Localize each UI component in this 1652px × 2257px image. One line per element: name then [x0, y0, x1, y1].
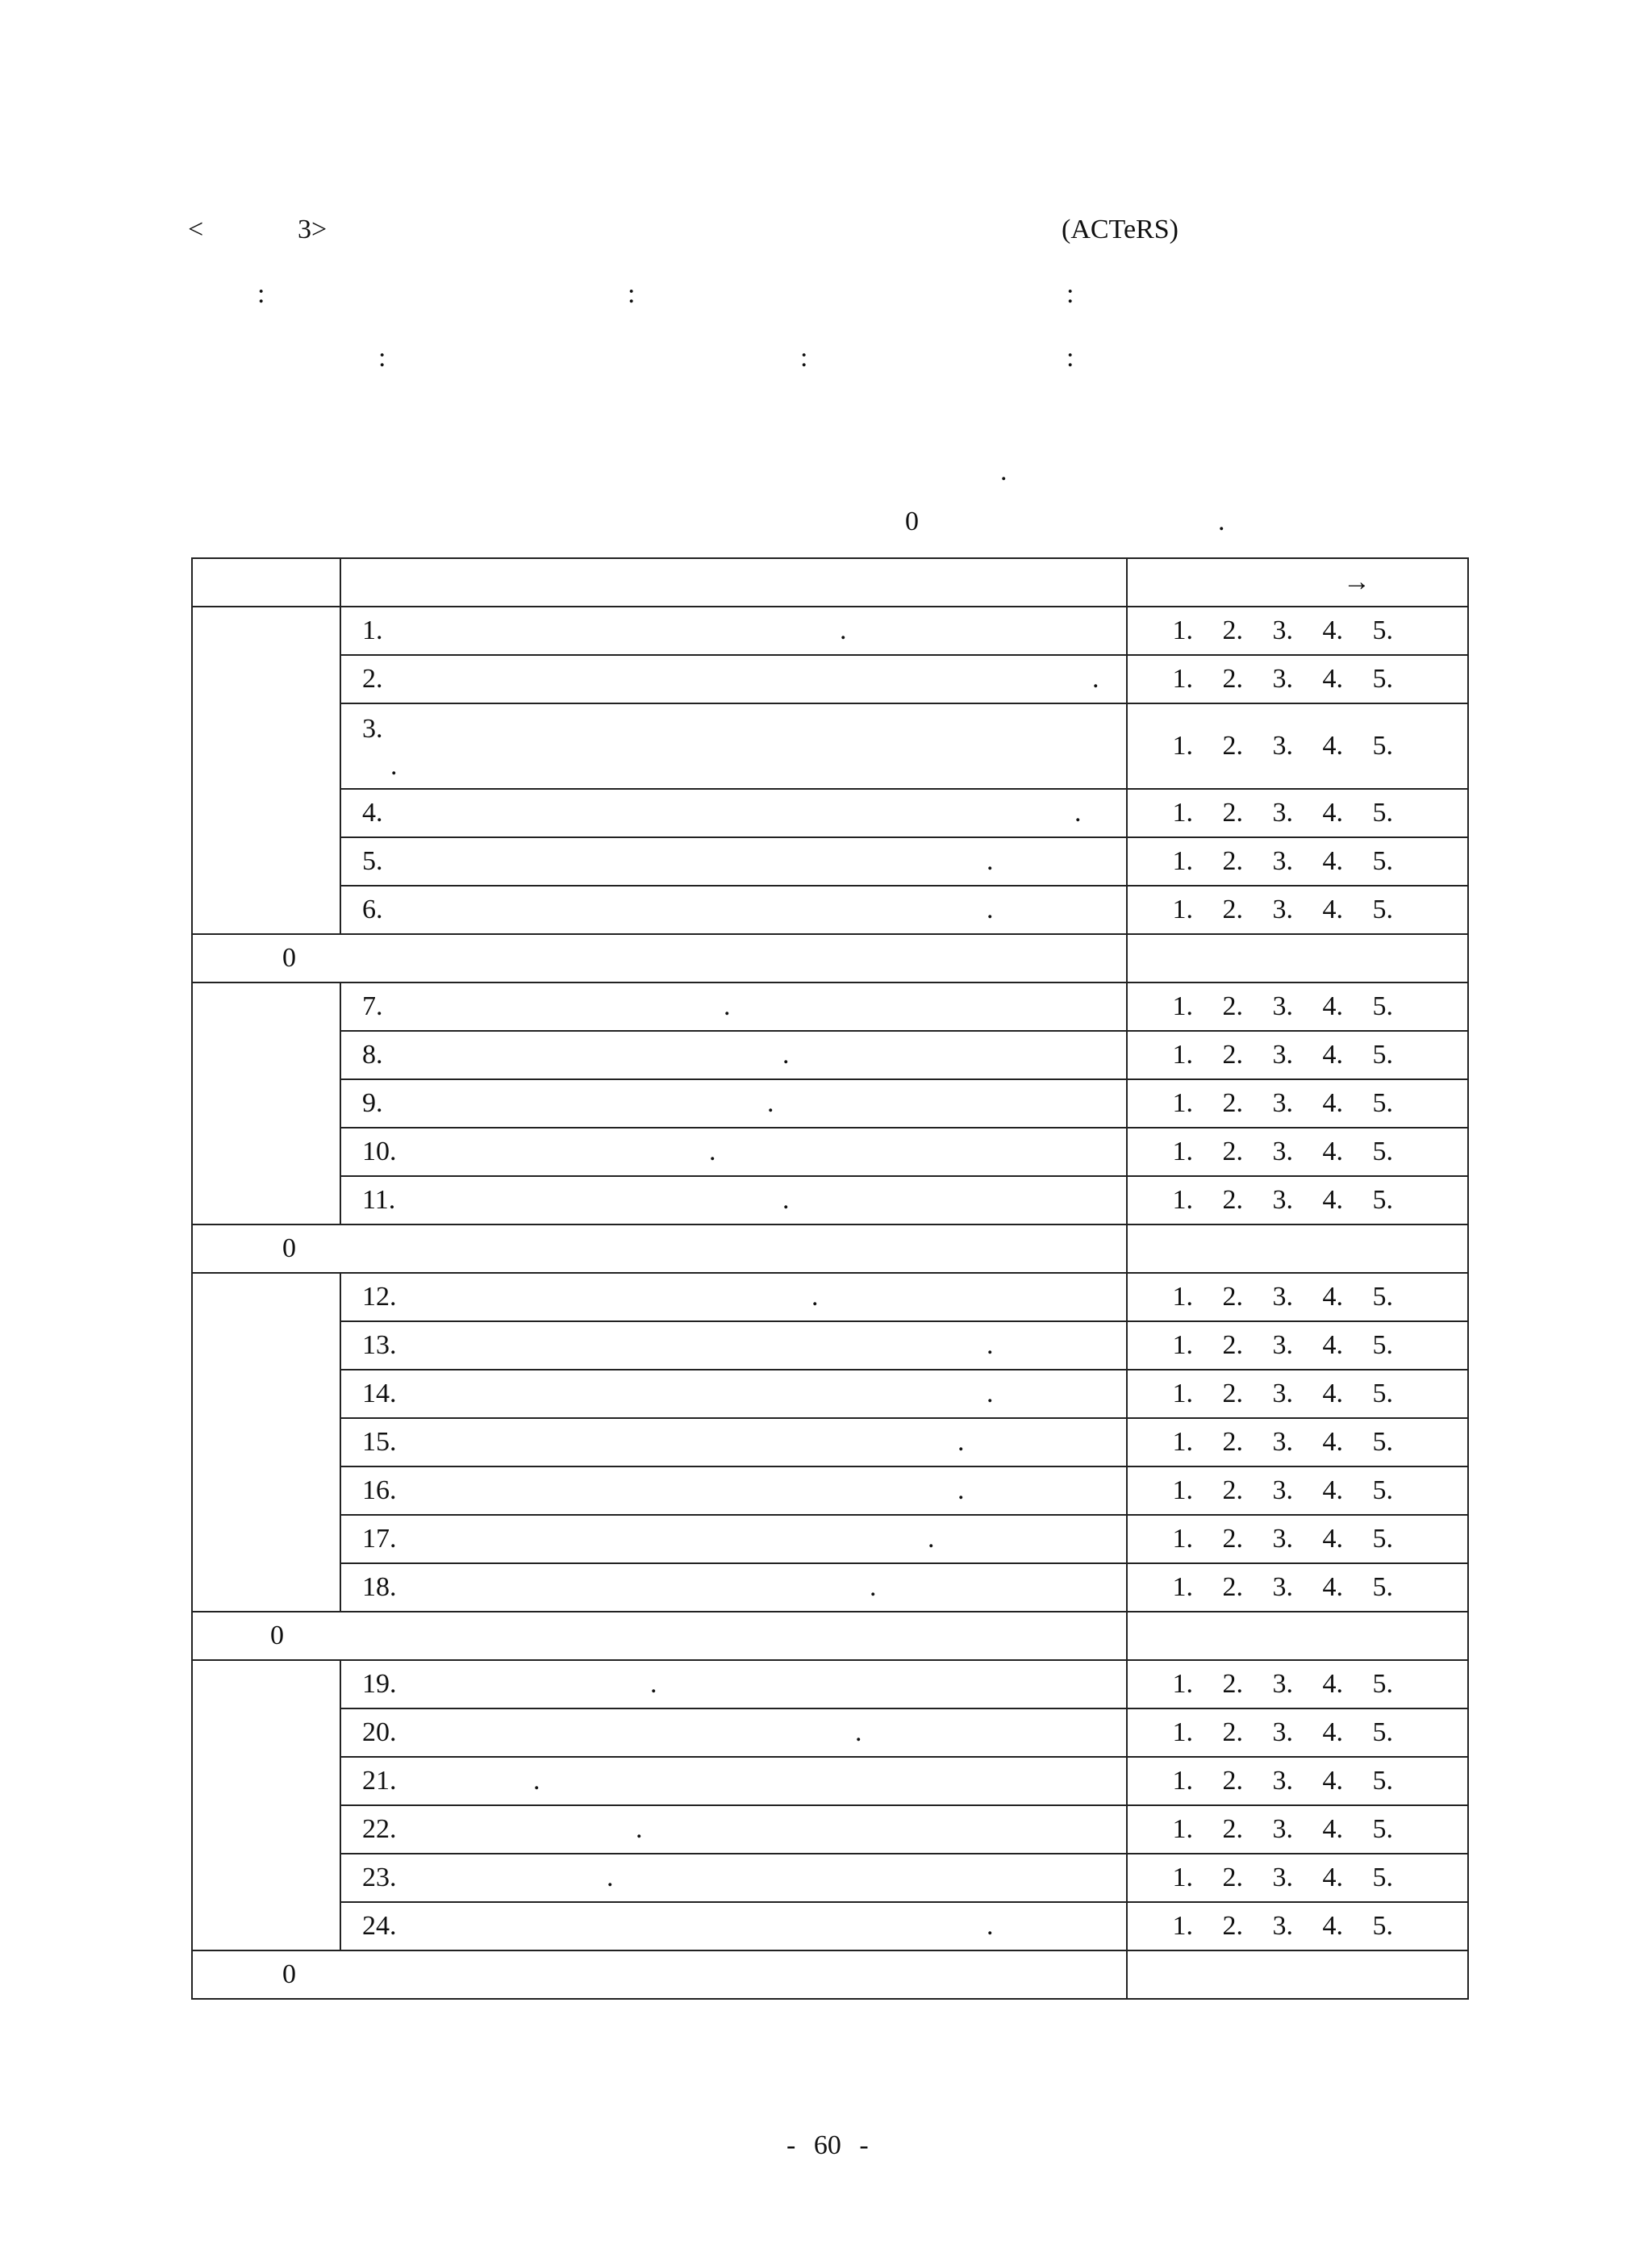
rating-options[interactable]: 1. 2. 3. 4. 5.	[1127, 789, 1468, 837]
item-text: 9. .	[340, 1079, 1127, 1128]
rating-options[interactable]: 1. 2. 3. 4. 5.	[1127, 1708, 1468, 1757]
rating-options[interactable]: 1. 2. 3. 4. 5.	[1127, 1321, 1468, 1370]
field-colon: :	[1066, 279, 1074, 309]
header-scale-cell	[1127, 558, 1468, 607]
item-text: 12. .	[340, 1273, 1127, 1321]
subtotal-row	[192, 1950, 1468, 1999]
item-text: 19. .	[340, 1660, 1127, 1708]
subtotal-label: 0	[192, 1950, 1127, 1999]
item-text: 20. .	[340, 1708, 1127, 1757]
field-colon: :	[257, 279, 265, 309]
item-text: 3. .	[340, 703, 1127, 789]
table-row	[192, 1079, 1468, 1128]
instruction-zero: 0	[905, 507, 919, 536]
table-row	[192, 1176, 1468, 1224]
item-text: 11. .	[340, 1176, 1127, 1224]
table-row	[192, 837, 1468, 886]
domain-cell	[192, 1273, 340, 1612]
subtotal-row	[192, 934, 1468, 982]
header-domain-cell	[192, 558, 340, 607]
rating-options[interactable]: 1. 2. 3. 4. 5.	[1127, 1854, 1468, 1902]
subtotal-score[interactable]	[1127, 1950, 1468, 1999]
rating-options[interactable]: 1. 2. 3. 4. 5.	[1127, 1079, 1468, 1128]
item-text: 1. .	[340, 607, 1127, 655]
scale-name: (ACTeRS)	[1062, 215, 1179, 244]
field-colon: :	[800, 343, 808, 373]
rating-options[interactable]: 1. 2. 3. 4. 5.	[1127, 1031, 1468, 1079]
domain-cell	[192, 982, 340, 1224]
table-row	[192, 1854, 1468, 1902]
table-row	[192, 1660, 1468, 1708]
subtotal-score[interactable]	[1127, 934, 1468, 982]
table-row	[192, 1708, 1468, 1757]
subtotal-score[interactable]	[1127, 1612, 1468, 1660]
item-text: 17. .	[340, 1515, 1127, 1563]
table-row	[192, 1466, 1468, 1515]
subtotal-score[interactable]	[1127, 1224, 1468, 1273]
field-colon: :	[378, 343, 386, 373]
rating-options[interactable]: 1. 2. 3. 4. 5.	[1127, 1805, 1468, 1854]
table-row	[192, 1757, 1468, 1805]
subtotal-label: 0	[192, 1224, 1127, 1273]
table-row	[192, 789, 1468, 837]
table-row	[192, 1418, 1468, 1466]
page-number: - 60 -	[786, 2130, 869, 2160]
item-text: 22. .	[340, 1805, 1127, 1854]
item-text: 13. .	[340, 1321, 1127, 1370]
subtotal-row	[192, 1612, 1468, 1660]
subtotal-row	[192, 1224, 1468, 1273]
item-text: 8. .	[340, 1031, 1127, 1079]
table-row	[192, 655, 1468, 703]
rating-options[interactable]: 1. 2. 3. 4. 5.	[1127, 1902, 1468, 1950]
table-row	[192, 1321, 1468, 1370]
item-text: 16. .	[340, 1466, 1127, 1515]
rating-options[interactable]: 1. 2. 3. 4. 5.	[1127, 703, 1468, 789]
table-row	[192, 1031, 1468, 1079]
item-text: 7. .	[340, 982, 1127, 1031]
rating-options[interactable]: 1. 2. 3. 4. 5.	[1127, 886, 1468, 934]
appendix-number: 3>	[298, 215, 327, 244]
instruction-line-1-period: .	[1000, 457, 1007, 486]
domain-cell	[192, 607, 340, 934]
field-colon: :	[1066, 343, 1074, 373]
item-text: 5. .	[340, 837, 1127, 886]
table-row	[192, 1273, 1468, 1321]
table-row	[192, 1515, 1468, 1563]
item-text: 2. .	[340, 655, 1127, 703]
table-row	[192, 1563, 1468, 1612]
table-row	[192, 703, 1468, 789]
right-arrow-icon: →	[1343, 567, 1370, 597]
table-row	[192, 1370, 1468, 1418]
header-item-cell	[340, 558, 1127, 607]
survey-table	[191, 557, 1469, 2000]
rating-options[interactable]: 1. 2. 3. 4. 5.	[1127, 1370, 1468, 1418]
table-row	[192, 1128, 1468, 1176]
domain-cell	[192, 1660, 340, 1950]
rating-options[interactable]: 1. 2. 3. 4. 5.	[1127, 1418, 1468, 1466]
item-text: 23. .	[340, 1854, 1127, 1902]
rating-options[interactable]: 1. 2. 3. 4. 5.	[1127, 1515, 1468, 1563]
rating-options[interactable]: 1. 2. 3. 4. 5.	[1127, 837, 1468, 886]
rating-options[interactable]: 1. 2. 3. 4. 5.	[1127, 1563, 1468, 1612]
item-text: 15. .	[340, 1418, 1127, 1466]
item-text: 10. .	[340, 1128, 1127, 1176]
rating-options[interactable]: 1. 2. 3. 4. 5.	[1127, 1273, 1468, 1321]
item-text: 6. .	[340, 886, 1127, 934]
table-row	[192, 886, 1468, 934]
rating-options[interactable]: 1. 2. 3. 4. 5.	[1127, 1176, 1468, 1224]
item-text: 24. .	[340, 1902, 1127, 1950]
table-header-row	[192, 558, 1468, 607]
rating-options[interactable]: 1. 2. 3. 4. 5.	[1127, 655, 1468, 703]
rating-options[interactable]: 1. 2. 3. 4. 5.	[1127, 1660, 1468, 1708]
table-row	[192, 607, 1468, 655]
table-row	[192, 1902, 1468, 1950]
item-text: 18. .	[340, 1563, 1127, 1612]
subtotal-label: 0	[192, 934, 1127, 982]
table-row	[192, 1805, 1468, 1854]
subtotal-label: 0	[192, 1612, 1127, 1660]
rating-options[interactable]: 1. 2. 3. 4. 5.	[1127, 1128, 1468, 1176]
rating-options[interactable]: 1. 2. 3. 4. 5.	[1127, 1466, 1468, 1515]
rating-options[interactable]: 1. 2. 3. 4. 5.	[1127, 982, 1468, 1031]
instruction-line-2-period: .	[1218, 507, 1225, 536]
item-text: 14. .	[340, 1370, 1127, 1418]
field-colon: :	[628, 279, 636, 309]
rating-options[interactable]: 1. 2. 3. 4. 5.	[1127, 607, 1468, 655]
table-row	[192, 982, 1468, 1031]
rating-options[interactable]: 1. 2. 3. 4. 5.	[1127, 1757, 1468, 1805]
item-text: 21. .	[340, 1757, 1127, 1805]
item-text: 4. .	[340, 789, 1127, 837]
appendix-bracket: <	[188, 215, 204, 244]
